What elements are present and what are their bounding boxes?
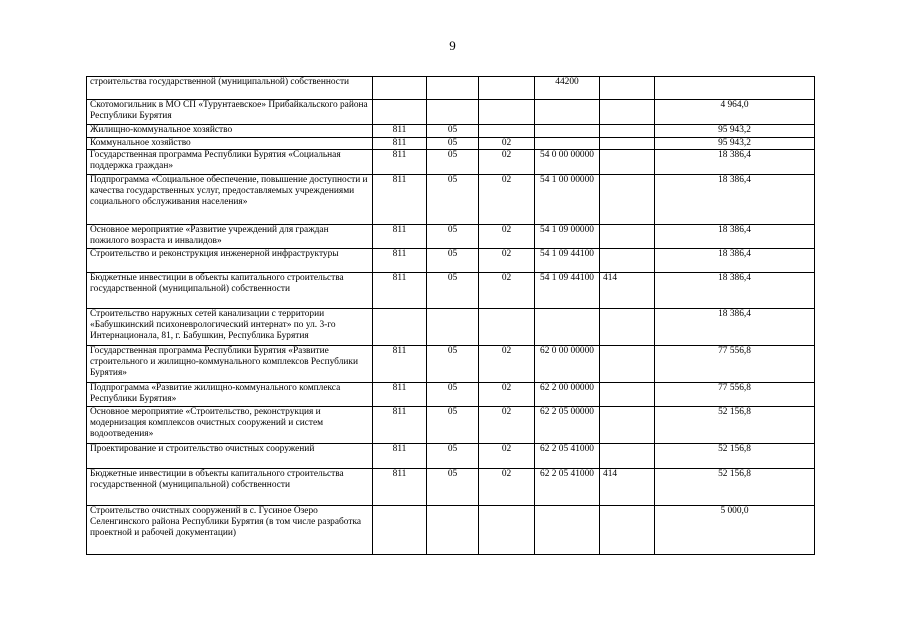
row-expense-type-cell <box>600 125 655 138</box>
row-amount-cell: 52 156,8 <box>655 444 815 469</box>
table-row <box>87 175 815 225</box>
row-gr-code-cell: 811 <box>373 138 427 150</box>
row-subsection-cell: 02 <box>479 407 535 444</box>
row-expense-type-cell <box>600 100 655 125</box>
row-target-code-cell: 62 2 05 41000 <box>535 469 600 506</box>
table-row <box>87 225 815 249</box>
row-expense-type-cell <box>600 225 655 249</box>
row-subsection-cell: 02 <box>479 469 535 506</box>
row-name-cell: Скотомогильник в МО СП «Турунтаевское» Прибайкальского района Республики Бурятия <box>87 100 373 125</box>
row-gr-code-cell: 811 <box>373 150 427 175</box>
row-section-cell <box>427 100 479 125</box>
row-name-cell: Строительство очистных сооружений в с. Гусиное Озеро Селенгинского района Республики Бурятия (в том числе разработка проектной и рабочей документации) <box>87 506 373 555</box>
row-section-cell: 05 <box>427 125 479 138</box>
row-section-cell: 05 <box>427 225 479 249</box>
table-row <box>87 407 815 444</box>
table-row <box>87 138 815 150</box>
row-subsection-cell <box>479 77 535 100</box>
row-gr-code-cell <box>373 100 427 125</box>
row-section-cell <box>427 506 479 555</box>
row-amount-cell: 18 386,4 <box>655 150 815 175</box>
row-expense-type-cell <box>600 444 655 469</box>
row-amount-cell: 77 556,8 <box>655 383 815 407</box>
row-target-code-cell <box>535 138 600 150</box>
row-target-code-cell: 54 1 09 44100 <box>535 273 600 309</box>
row-name-cell: Государственная программа Республики Бурятия «Социальная поддержка граждан» <box>87 150 373 175</box>
row-gr-code-cell: 811 <box>373 383 427 407</box>
table-row <box>87 249 815 273</box>
row-gr-code-cell <box>373 77 427 100</box>
row-expense-type-cell <box>600 309 655 346</box>
row-expense-type-cell <box>600 77 655 100</box>
row-gr-code-cell: 811 <box>373 346 427 383</box>
row-amount-cell: 18 386,4 <box>655 175 815 225</box>
row-subsection-cell <box>479 309 535 346</box>
row-expense-type-cell <box>600 138 655 150</box>
row-name-cell: Бюджетные инвестиции в объекты капитального строительства государственной (муниципальной) собственности <box>87 273 373 309</box>
row-amount-cell: 18 386,4 <box>655 249 815 273</box>
row-gr-code-cell: 811 <box>373 273 427 309</box>
row-target-code-cell: 62 2 05 00000 <box>535 407 600 444</box>
row-amount-cell: 4 964,0 <box>655 100 815 125</box>
row-gr-code-cell: 811 <box>373 175 427 225</box>
row-expense-type-cell <box>600 346 655 383</box>
row-name-cell: Строительство наружных сетей канализации с территории «Бабушкинский психоневрологический интернат» по ул. 3-го Интернационала, 81, г. Бабушкин, Республика Бурятия <box>87 309 373 346</box>
row-name-cell: Проектирование и строительство очистных сооружений <box>87 444 373 469</box>
row-amount-cell: 18 386,4 <box>655 225 815 249</box>
row-section-cell <box>427 309 479 346</box>
row-amount-cell: 5 000,0 <box>655 506 815 555</box>
table-row <box>87 383 815 407</box>
row-target-code-cell <box>535 100 600 125</box>
row-section-cell: 05 <box>427 383 479 407</box>
row-subsection-cell: 02 <box>479 273 535 309</box>
table-row <box>87 469 815 506</box>
row-subsection-cell <box>479 100 535 125</box>
row-name-cell: Бюджетные инвестиции в объекты капитального строительства государственной (муниципальной) собственности <box>87 469 373 506</box>
row-subsection-cell: 02 <box>479 249 535 273</box>
row-expense-type-cell: 414 <box>600 273 655 309</box>
row-expense-type-cell <box>600 150 655 175</box>
row-amount-cell: 52 156,8 <box>655 407 815 444</box>
row-expense-type-cell <box>600 249 655 273</box>
row-name-cell: Коммунальное хозяйство <box>87 138 373 150</box>
row-section-cell: 05 <box>427 469 479 506</box>
row-subsection-cell: 02 <box>479 346 535 383</box>
row-name-cell: Основное мероприятие «Строительство, реконструкция и модернизация комплексов очистных сооружений и систем водоотведения» <box>87 407 373 444</box>
row-name-cell: Жилищно-коммунальное хозяйство <box>87 125 373 138</box>
row-subsection-cell: 02 <box>479 175 535 225</box>
row-amount-cell: 95 943,2 <box>655 138 815 150</box>
table-row <box>87 125 815 138</box>
row-gr-code-cell <box>373 506 427 555</box>
table-row <box>87 309 815 346</box>
table-row <box>87 77 815 100</box>
row-target-code-cell: 54 0 00 00000 <box>535 150 600 175</box>
row-gr-code-cell: 811 <box>373 407 427 444</box>
row-target-code-cell: 62 2 00 00000 <box>535 383 600 407</box>
row-subsection-cell <box>479 506 535 555</box>
row-gr-code-cell: 811 <box>373 444 427 469</box>
row-section-cell: 05 <box>427 273 479 309</box>
row-subsection-cell: 02 <box>479 138 535 150</box>
row-expense-type-cell: 414 <box>600 469 655 506</box>
row-amount-cell: 52 156,8 <box>655 469 815 506</box>
row-gr-code-cell: 811 <box>373 125 427 138</box>
table-row <box>87 346 815 383</box>
row-amount-cell: 95 943,2 <box>655 125 815 138</box>
table-body <box>87 77 815 555</box>
row-section-cell: 05 <box>427 150 479 175</box>
table-row <box>87 100 815 125</box>
table-row <box>87 506 815 555</box>
row-section-cell: 05 <box>427 407 479 444</box>
row-name-cell: Подпрограмма «Развитие жилищно-коммунального комплекса Республики Бурятия» <box>87 383 373 407</box>
row-target-code-cell <box>535 125 600 138</box>
row-target-code-cell <box>535 309 600 346</box>
row-target-code-cell: 54 1 09 44100 <box>535 249 600 273</box>
row-amount-cell: 77 556,8 <box>655 346 815 383</box>
row-gr-code-cell: 811 <box>373 249 427 273</box>
row-target-code-cell: 54 1 09 00000 <box>535 225 600 249</box>
row-amount-cell: 18 386,4 <box>655 309 815 346</box>
row-name-cell: Строительство и реконструкция инженерной инфраструктуры <box>87 249 373 273</box>
row-name-cell: строительства государственной (муниципальной) собственности <box>87 77 373 100</box>
row-target-code-cell <box>535 506 600 555</box>
row-section-cell: 05 <box>427 346 479 383</box>
row-gr-code-cell: 811 <box>373 225 427 249</box>
row-subsection-cell: 02 <box>479 150 535 175</box>
row-subsection-cell: 02 <box>479 383 535 407</box>
row-section-cell: 05 <box>427 138 479 150</box>
row-name-cell: Подпрограмма «Социальное обеспечение, повышение доступности и качества государственных услуг, предоставляемых учреждениями социального обслуживания населения» <box>87 175 373 225</box>
row-subsection-cell <box>479 125 535 138</box>
row-target-code-cell: 54 1 00 00000 <box>535 175 600 225</box>
row-gr-code-cell <box>373 309 427 346</box>
row-section-cell <box>427 77 479 100</box>
row-name-cell: Основное мероприятие «Развитие учреждений для граждан пожилого возраста и инвалидов» <box>87 225 373 249</box>
page-number: 9 <box>449 38 456 53</box>
row-target-code-cell: 62 2 05 41000 <box>535 444 600 469</box>
row-section-cell: 05 <box>427 249 479 273</box>
row-expense-type-cell <box>600 175 655 225</box>
row-expense-type-cell <box>600 383 655 407</box>
row-amount-cell: 18 386,4 <box>655 273 815 309</box>
row-expense-type-cell <box>600 506 655 555</box>
row-subsection-cell: 02 <box>479 225 535 249</box>
row-target-code-cell: 62 0 00 00000 <box>535 346 600 383</box>
row-name-cell: Государственная программа Республики Бурятия «Развитие строительного и жилищно-коммунального комплексов Республики Бурятия» <box>87 346 373 383</box>
table-row <box>87 273 815 309</box>
row-target-code-cell: 44200 <box>535 77 600 100</box>
row-section-cell: 05 <box>427 444 479 469</box>
row-subsection-cell: 02 <box>479 444 535 469</box>
row-gr-code-cell: 811 <box>373 469 427 506</box>
budget-table <box>86 76 815 555</box>
table-row <box>87 150 815 175</box>
row-expense-type-cell <box>600 407 655 444</box>
row-amount-cell <box>655 77 815 100</box>
row-section-cell: 05 <box>427 175 479 225</box>
table-row <box>87 444 815 469</box>
